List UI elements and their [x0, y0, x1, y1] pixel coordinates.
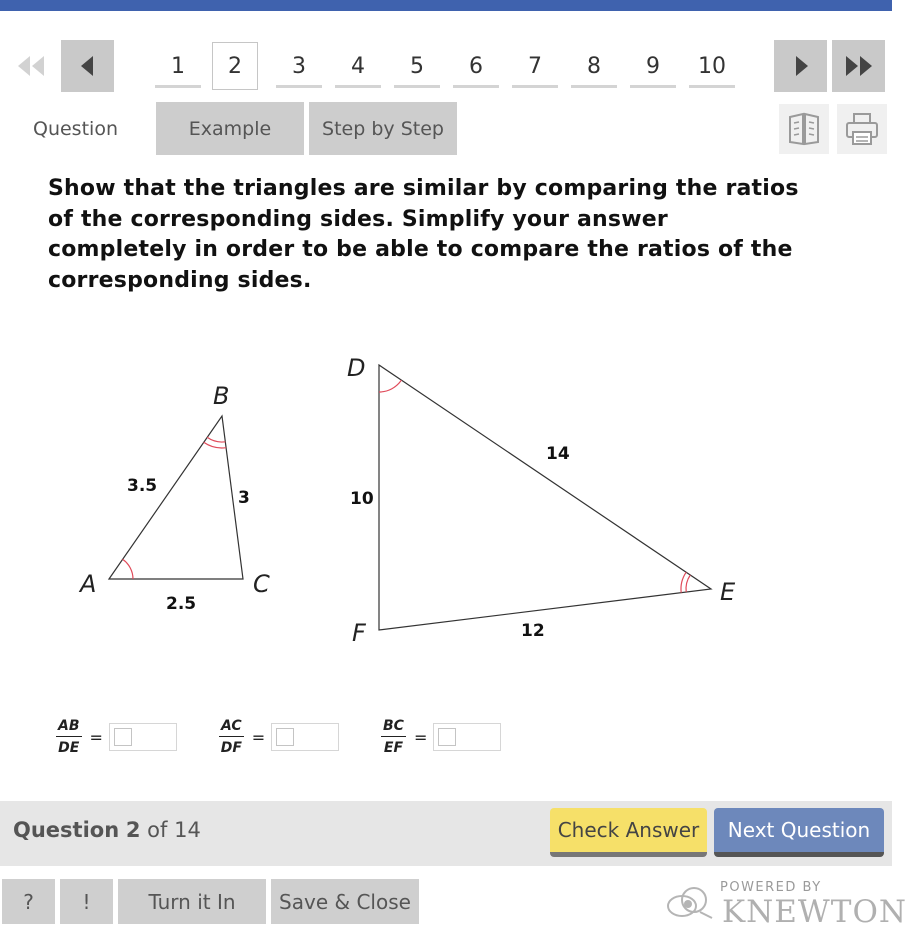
vertex-b-label: B: [213, 382, 230, 410]
side-de-label: 14: [546, 444, 570, 464]
answer-input-ab-de[interactable]: [109, 723, 177, 751]
turn-it-in-button[interactable]: Turn it In: [118, 879, 266, 924]
powered-by-text: POWERED BY: [720, 880, 822, 895]
page-4[interactable]: 4: [335, 44, 381, 88]
tab-step-by-step[interactable]: Step by Step: [309, 102, 457, 155]
help-button[interactable]: ?: [2, 879, 55, 924]
textbook-button[interactable]: [779, 104, 829, 154]
page-9[interactable]: 9: [630, 44, 676, 88]
printer-icon: [844, 111, 880, 147]
knewton-logo-icon: [664, 882, 720, 922]
left-arrow-icon: [78, 54, 98, 78]
top-bar-gap: [892, 0, 923, 11]
triangles-figure: [0, 330, 780, 650]
next-question-button[interactable]: Next Question: [714, 808, 884, 857]
vertex-d-label: D: [347, 354, 366, 382]
tab-example[interactable]: Example: [156, 102, 304, 155]
side-ac-label: 2.5: [166, 594, 197, 614]
ratio-ac-df: $\frac{AC}{DF}$ =: [219, 712, 339, 762]
page-7[interactable]: 7: [512, 44, 558, 88]
double-right-arrow-icon: [842, 54, 876, 78]
side-ab-label: 3.5: [127, 476, 158, 496]
answer-input-bc-ef[interactable]: [433, 723, 501, 751]
side-bc-label: 3: [238, 488, 250, 508]
fraction-ac-df: $\frac{AC}{DF}$: [220, 718, 242, 756]
answer-input-ac-df[interactable]: [271, 723, 339, 751]
angle-a-mark: [123, 559, 133, 579]
page-3[interactable]: 3: [276, 44, 322, 88]
angle-b-mark-outer: [204, 442, 226, 448]
answer-input-ab-de-cursor[interactable]: [114, 728, 132, 746]
fraction-ab-de: $\frac{AB}{DE}$: [58, 718, 80, 756]
ratio-bc-ef: $\frac{BC}{EF}$ =: [381, 712, 501, 762]
triangle-def: [379, 365, 711, 630]
save-close-button[interactable]: Save & Close: [271, 879, 419, 924]
page-8[interactable]: 8: [571, 44, 617, 88]
fraction-bc-ef: $\frac{BC}{EF}$: [383, 718, 404, 756]
page-2-current[interactable]: 2: [212, 42, 258, 90]
double-left-arrow-icon: [14, 54, 48, 78]
alert-button[interactable]: !: [60, 879, 113, 924]
page-1[interactable]: 1: [155, 44, 201, 88]
angle-e-mark-inner: [686, 575, 690, 592]
question-counter: Question 2 of 14: [13, 818, 201, 842]
question-prompt: Show that the triangles are similar by comparing the ratios of the corresponding sides. Simplify your answer completely in order to be able to compare the ratios of the corresponding sides.: [48, 176, 799, 293]
page-10[interactable]: 10: [689, 44, 735, 88]
vertex-a-label: A: [80, 570, 97, 598]
book-icon: [787, 111, 821, 147]
last-page-button[interactable]: [832, 40, 885, 92]
page-5[interactable]: 5: [394, 44, 440, 88]
vertex-c-label: C: [253, 570, 270, 598]
tab-question[interactable]: Question: [33, 117, 118, 140]
check-answer-button[interactable]: Check Answer: [550, 808, 707, 857]
previous-page-button[interactable]: [61, 40, 114, 92]
page-6[interactable]: 6: [453, 44, 499, 88]
angle-b-mark-inner: [207, 437, 225, 442]
next-page-button[interactable]: [774, 40, 827, 92]
ratio-ab-de: $\frac{AB}{DE}$ =: [56, 712, 177, 762]
knewton-brand: KNEWTON: [722, 894, 907, 930]
angle-d-mark: [379, 380, 401, 392]
top-bar: [0, 0, 892, 11]
right-arrow-icon: [791, 54, 811, 78]
vertex-e-label: E: [720, 578, 736, 606]
triangle-abc: [109, 416, 243, 579]
first-page-button[interactable]: [4, 40, 57, 92]
answer-input-ac-df-cursor[interactable]: [276, 728, 294, 746]
side-df-label: 10: [350, 489, 374, 509]
answer-input-bc-ef-cursor[interactable]: [438, 728, 456, 746]
vertex-f-label: F: [352, 619, 366, 647]
side-ef-label: 12: [521, 621, 545, 641]
print-button[interactable]: [837, 104, 887, 154]
